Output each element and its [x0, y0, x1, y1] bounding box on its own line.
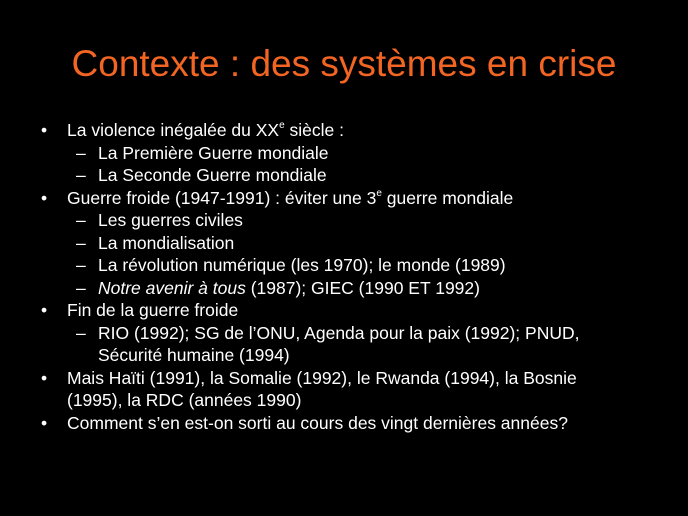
superscript-e: e [279, 120, 285, 132]
item-text-line-2: (1995), la RDC (années 1990) [67, 390, 302, 410]
item-text-end: siècle : [284, 120, 344, 140]
sub-item-mondialisation [40, 232, 650, 255]
dash-marker: – [76, 277, 86, 298]
item-text: Guerre froide (1947-1991) : éviter une 3 [67, 187, 377, 208]
dash-marker: – [76, 232, 86, 253]
item-text-italic: Notre avenir à tous [98, 277, 246, 298]
bullet-marker: • [41, 300, 48, 320]
item-text: Fin de la guerre froide [67, 300, 239, 320]
item-text: La Première Guerre mondiale [98, 142, 329, 163]
item-text-line-1: Mais Haïti (1991), la Somalie (1992), le Rwanda (1994), la Bosnie [67, 367, 577, 388]
item-text: Comment s’en est-on sorti au cours des vingt dernières années? [67, 412, 568, 433]
bullet-item-fin-guerre-froide [40, 299, 650, 322]
item-text: Les guerres civiles [98, 210, 243, 230]
bullet-marker: • [41, 187, 48, 208]
item-text: La mondialisation [98, 232, 235, 253]
sub-item-revolution-numerique [40, 254, 650, 277]
dash-marker: – [76, 322, 86, 343]
dash-marker: – [76, 210, 86, 230]
dash-marker: – [76, 255, 86, 275]
sub-item-premiere-guerre [40, 142, 650, 165]
superscript-e: e [376, 187, 382, 199]
sub-item-guerres-civiles [40, 209, 650, 232]
item-text-line-2: Sécurité humaine (1994) [98, 345, 290, 365]
bullet-marker: • [41, 367, 48, 388]
bullet-item-guerre-froide [40, 187, 650, 210]
item-text: La Seconde Guerre mondiale [98, 165, 327, 185]
slide-title: Contexte : des systèmes en crise [71, 43, 617, 84]
dash-marker: – [76, 142, 86, 163]
sub-item-notre-avenir [40, 277, 650, 300]
item-text-end: (1987); GIEC (1990 ET 1992) [245, 277, 480, 298]
bullet-list [40, 119, 650, 434]
item-text: La révolution numérique (les 1970); le monde (1989) [98, 255, 506, 275]
bullet-item-haiti [40, 367, 650, 412]
item-text: La violence inégalée du XX [67, 120, 280, 140]
item-text-end: guerre mondiale [381, 187, 514, 208]
bullet-marker: • [41, 412, 48, 433]
bullet-marker: • [41, 120, 48, 140]
bullet-item-comment [40, 412, 650, 435]
item-text-line-1: RIO (1992); SG de l’ONU, Agenda pour la paix (1992); PNUD, [98, 322, 580, 343]
sub-item-rio [40, 322, 650, 367]
dash-marker: – [76, 165, 86, 185]
bullet-item-violence [40, 119, 650, 142]
sub-item-seconde-guerre [40, 164, 650, 187]
